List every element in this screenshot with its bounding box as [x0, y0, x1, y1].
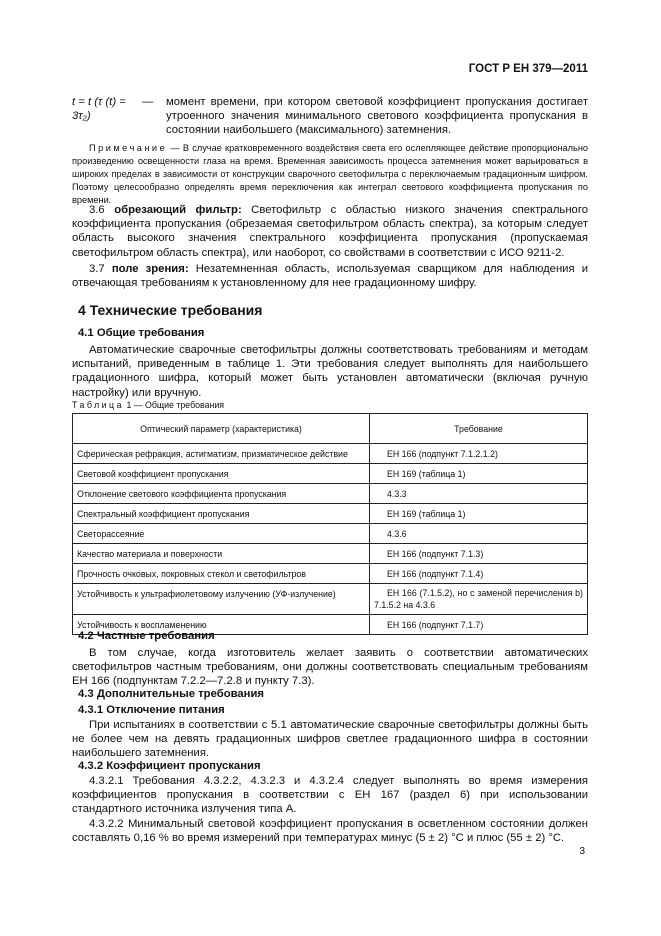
clause-text: Незатемненная область, используемая сварщиком для наблюдения и отвечающая требованиям к установленному для нее градационному шифру. [72, 263, 589, 290]
table-cell: Спектральный коэффициент пропускания [73, 504, 370, 524]
table-cell: ЕН 169 (таблица 1) [370, 504, 588, 524]
table-cell: Устойчивость к воспламенению [73, 615, 370, 635]
table-caption [72, 400, 588, 410]
table-caption-label: Таблица [72, 400, 124, 410]
requirements-table [72, 413, 588, 635]
section-4-1-heading: 4.1 Общие требования [78, 327, 205, 339]
table-row [73, 564, 588, 584]
table-cell: ЕН 166 (подпункт 7.1.2.1.2) [370, 444, 588, 464]
page-number: 3 [579, 846, 585, 857]
definition-text: момент времени, при котором световой коэффициент пропускания достигает утроенного значения минимального светового коэффициента пропускания в состоянии наибольшего (максимального) затемнения. [166, 96, 588, 137]
table-cell: Качество материала и поверхности [73, 544, 370, 564]
table-row [73, 484, 588, 504]
table-cell: Светорассеяние [73, 524, 370, 544]
clause-text: Светофильтр с областью низкого значения спектрального коэффициента пропускания (обрезаемая светофильтром область спектра), за которым следует область высокого значения спектрального коэффициента пропускания (пропускаемая светофильтром область спектра), или наоборот, со свойствами в соответствии с ИСО 9211-2. [72, 204, 588, 259]
table-cell: ЕН 169 (таблица 1) [370, 464, 588, 484]
document-header: ГОСТ Р ЕН 379—2011 [468, 63, 588, 75]
table-cell: 4.3.3 [370, 484, 588, 504]
table-caption-text: 1 — Общие требования [124, 400, 225, 410]
section-4-2-heading: 4.2 Частные требования [78, 630, 215, 642]
table-cell: 4.3.6 [370, 524, 588, 544]
table-cell: Световой коэффициент пропускания [73, 464, 370, 484]
section-4-3-heading: 4.3 Дополнительные требования [78, 688, 265, 700]
clause-term: поле зрения: [111, 263, 189, 275]
section-4-3-1-heading: 4.3.1 Отключение питания [78, 704, 225, 716]
section-4-1-text: Автоматические сварочные светофильтры должны соответствовать требованиям и методам испытаний, приведенным в таблице 1. Эти требования следует выполнять для наибольшего градационного шифра, который может быть установлен автоматически (включая ручную настройку) или вручную. [72, 344, 588, 399]
table-cell: ЕН 166 (подпункт 7.1.7) [370, 615, 588, 635]
column-header: Оптический параметр (характеристика) [73, 414, 370, 444]
table-cell: ЕН 166 (подпункт 7.1.4) [370, 564, 588, 584]
clause-3-7 [72, 262, 588, 290]
table-row [73, 544, 588, 564]
clause-4-3-2-2: 4.3.2.2 Минимальный световой коэффициент пропускания в осветленном состоянии должен составлять 0,16 % во время измерений при температурах минус (5 ± 2) °С и плюс (55 ± 2) °С. [72, 818, 588, 845]
definition-term: t = t (τ (t) = 3τ₂) [72, 96, 126, 123]
clause-number: 3.6 [89, 204, 115, 216]
table-cell: ЕН 166 (7.1.5.2), но с заменой перечисления b) 7.1.5.2 на 4.3.6 [370, 584, 588, 615]
table-row [73, 444, 588, 464]
section-4-3-1-text: При испытаниях в соответствии с 5.1 автоматические сварочные светофильтры должны быть не более чем на девять градационных шифров светлее градационного шифра в состоянии наибольшего затемнения. [72, 719, 588, 760]
section-4-2-text: В том случае, когда изготовитель желает заявить о соответствии автоматических светофильтров частным требованиям, они должны соответствовать специальным требованиям ЕН 166 (подпунктам 7.2.2—7.2.8 и пункту 7.3). [72, 647, 588, 688]
clause-3-6 [72, 203, 588, 260]
column-header: Требование [370, 414, 588, 444]
definition-t [72, 95, 588, 138]
table-cell: Прочность очковых, покровных стекол и светофильтров [73, 564, 370, 584]
definition-dash: — [142, 96, 154, 108]
section-4-3-2-heading: 4.3.2 Коэффициент пропускания [78, 760, 261, 772]
table-row [73, 524, 588, 544]
table-cell: Сферическая рефракция, астигматизм, призматическое действие [73, 444, 370, 464]
table-cell: Отклонение светового коэффициента пропускания [73, 484, 370, 504]
clause-number: 3.7 [89, 263, 112, 275]
table-row [73, 464, 588, 484]
table-header-row [73, 414, 588, 444]
section-4-heading: 4 Технические требования [78, 302, 263, 318]
note-label: Примечание [89, 143, 168, 153]
table-cell: Устойчивость к ультрафиолетовому излучению (УФ-излучение) [73, 584, 370, 615]
clause-term: обрезающий фильтр: [114, 204, 242, 216]
table-row [73, 504, 588, 524]
table-row [73, 584, 588, 615]
note [72, 142, 588, 207]
note-text: — В случае кратковременного воздействия света его ослепляющее действие пропорционально произведению освещенности глаза на время. Временная зависимость процесса затемнения может варьироваться в широких пределах в зависимости от конструкции сварочного светофильтра с переключаемым градационным шифром. Поэтому целесообразно определять время переключения как интеграл светового коэффициента пропускания по времени. [72, 143, 588, 205]
clause-4-3-2-1: 4.3.2.1 Требования 4.3.2.2, 4.3.2.3 и 4.3.2.4 следует выполнять во время измерения коэффициентов пропускания в соответствии с ЕН 167 (раздел 6) при использовании стандартного источника излучения типа А. [72, 775, 588, 816]
table-cell: ЕН 166 (подпункт 7.1.3) [370, 544, 588, 564]
